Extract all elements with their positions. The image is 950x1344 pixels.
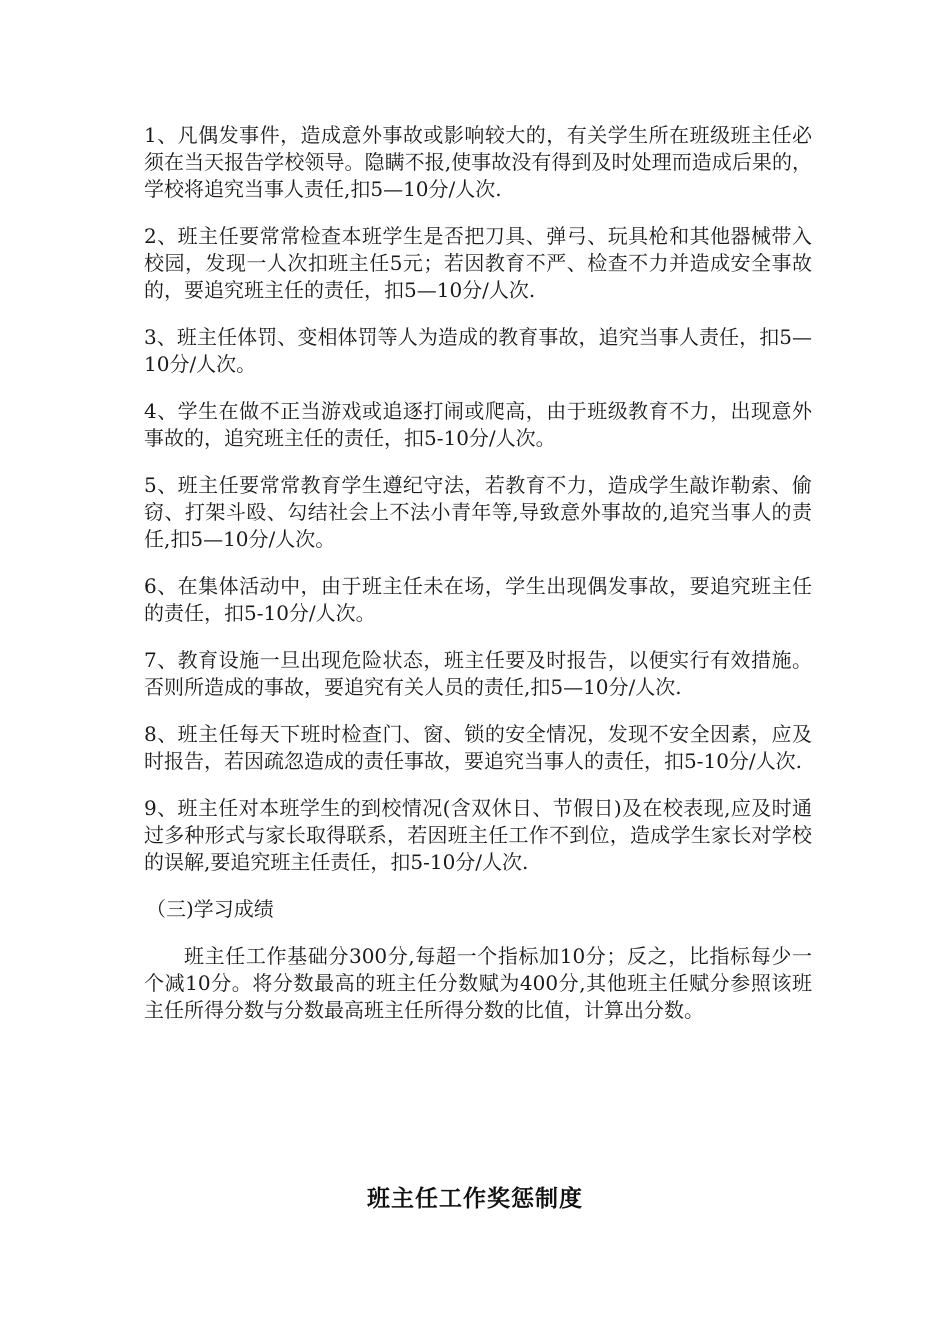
rule-5: 5、班主任要常常教育学生遵纪守法，若教育不力，造成学生敲诈勒索、偷窃、打架斗殴、勾结社会上不法小青年等,导致意外事故的,追究当事人的责任,扣5—10分/人次。: [144, 473, 812, 551]
rule-8: 8、班主任每天下班时检查门、窗、锁的安全情况，发现不安全因素，应及时报告，若因疏忽造成的责任事故，要追究当事人的责任，扣5-10分/人次.: [144, 722, 812, 773]
document-title: 班主任工作奖惩制度: [367, 1186, 583, 1212]
rule-4: 4、学生在做不正当游戏或追逐打闹或爬高，由于班级教育不力，出现意外事故的，追究班主任的责任，扣5-10分/人次。: [144, 399, 812, 450]
rule-2: 2、班主任要常常检查本班学生是否把刀具、弹弓、玩具枪和其他器械带入校园，发现一人次扣班主任5元；若因教育不严、检查不力并造成安全事故的，要追究班主任的责任，扣5—10分/人次.: [144, 224, 812, 302]
rule-9: 9、班主任对本班学生的到校情况(含双休日、节假日)及在校表现,应及时通过多种形式与家长取得联系，若因班主任工作不到位，造成学生家长对学校的误解,要追究班主任责任，扣5-10分/人次.: [144, 796, 812, 874]
section-body: 班主任工作基础分300分,每超一个指标加10分；反之，比指标每少一个减10分。将分数最高的班主任分数赋为400分,其他班主任赋分参照该班主任所得分数与分数最高班主任所得分数的比值，计算出分数。: [144, 944, 812, 1022]
rule-7: 7、教育设施一旦出现危险状态，班主任要及时报告，以便实行有效措施。否则所造成的事故，要追究有关人员的责任,扣5—10分/人次.: [144, 648, 812, 699]
rule-1: 1、凡偶发事件，造成意外事故或影响较大的，有关学生所在班级班主任必须在当天报告学校领导。隐瞒不报,使事故没有得到及时处理而造成后果的，学校将追究当事人责任,扣5—10分/人次.: [144, 123, 812, 201]
rule-3: 3、班主任体罚、变相体罚等人为造成的教育事故，追究当事人责任，扣5—10分/人次。: [144, 325, 812, 376]
section-heading: （三)学习成绩: [146, 897, 274, 921]
rule-6: 6、在集体活动中，由于班主任未在场，学生出现偶发事故，要追究班主任的责任，扣5-10分/人次。: [144, 574, 812, 625]
document-body: [144, 122, 812, 1044]
